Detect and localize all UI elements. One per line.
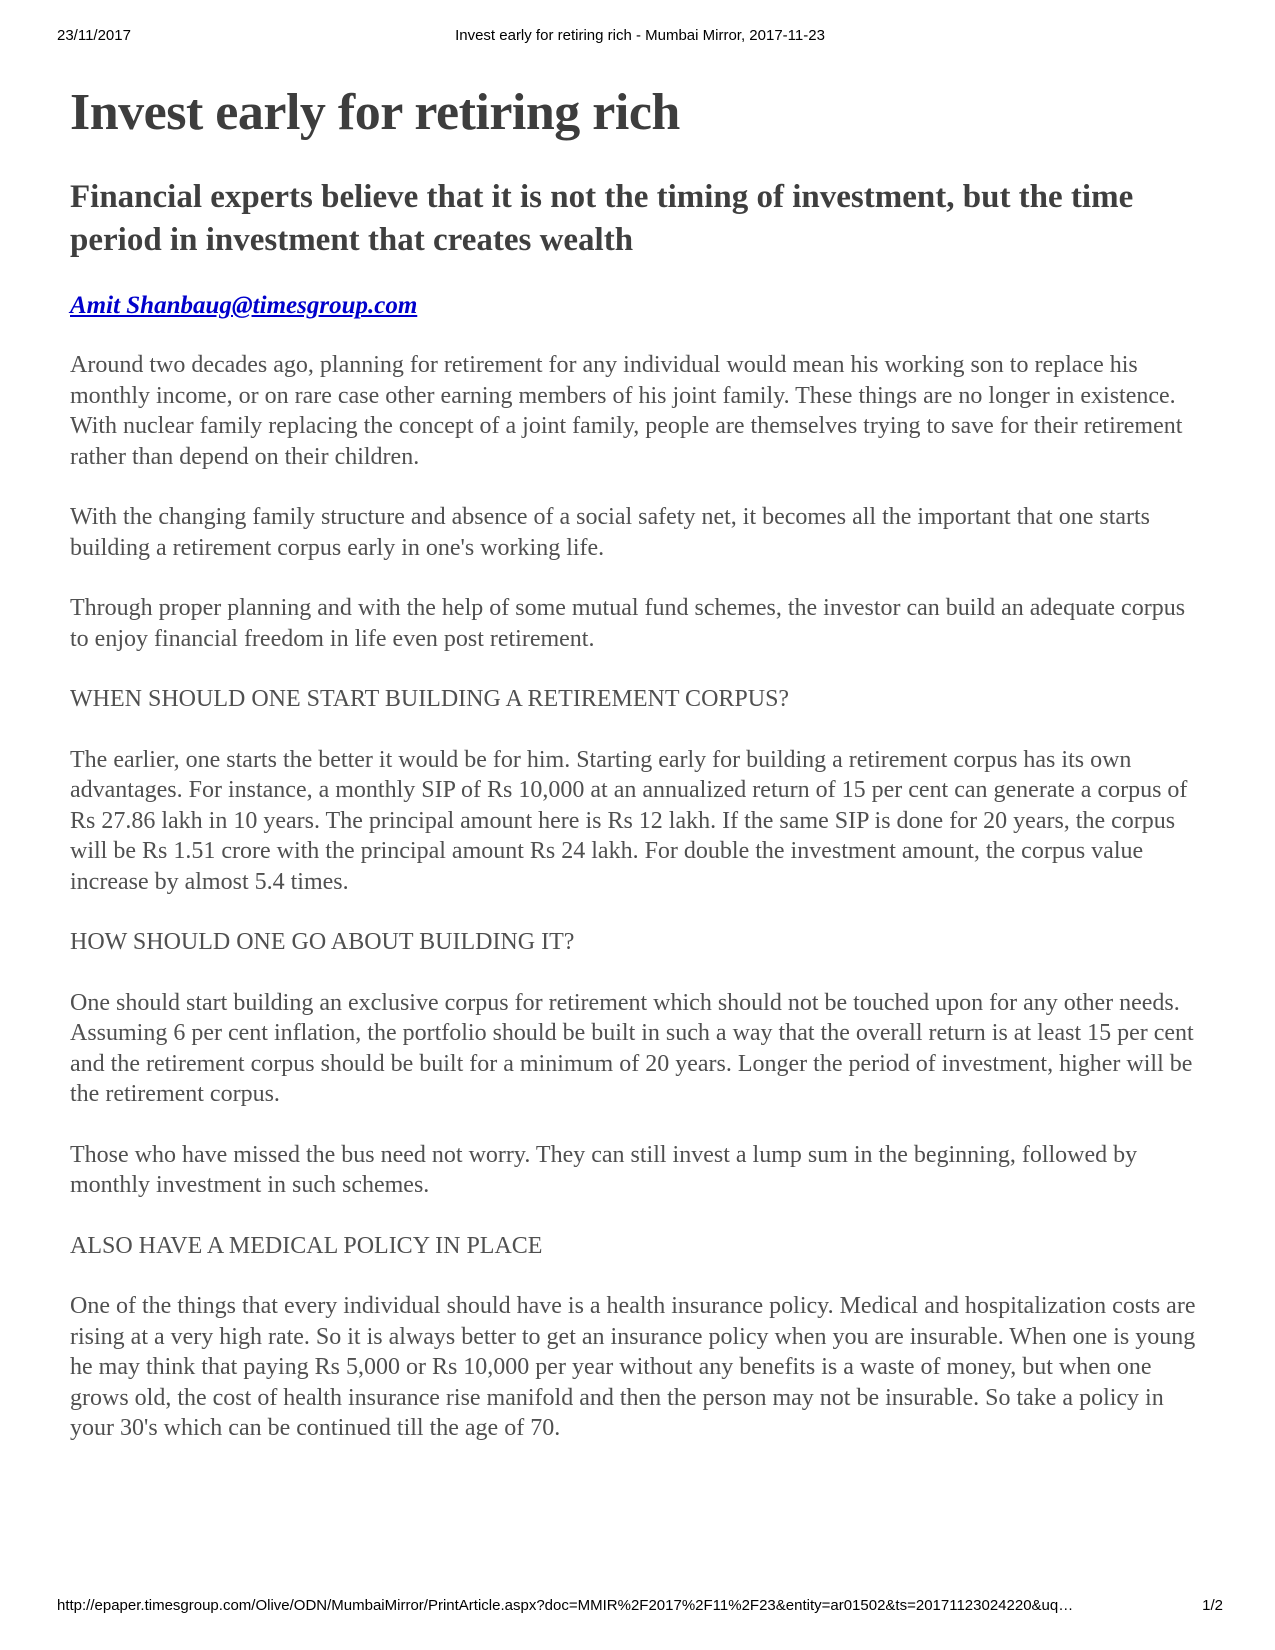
article-subtitle: Financial experts believe that it is not the timing of investment, but the time period in investment that creates wealth xyxy=(70,179,1134,258)
author-email-link[interactable]: Amit Shanbaug@timesgroup.com xyxy=(70,292,418,319)
article-paragraph: One should start building an exclusive corpus for retirement which should not be touched upon for any other needs. Assuming 6 per cent inflation, the portfolio should be built in such a way that the overall return is at least 15 per cent and the retirement corpus should be built for a minimum of 20 years. Longer the period of investment, higher will be the retirement corpus. xyxy=(70,989,1194,1107)
article-paragraph: Those who have missed the bus need not worry. They can still invest a lump sum in the beginning, followed by monthly investment in such schemes. xyxy=(70,1141,1138,1198)
article-paragraph: With the changing family structure and absence of a social safety net, it becomes all the important that one starts building a retirement corpus early in one's working life. xyxy=(70,504,1151,561)
article xyxy=(70,78,1205,1444)
section-heading: ALSO HAVE A MEDICAL POLICY IN PLACE xyxy=(70,1232,543,1259)
section-heading: HOW SHOULD ONE GO ABOUT BUILDING IT? xyxy=(70,929,575,955)
print-header xyxy=(57,27,1223,47)
print-header-doc-title: Invest early for retiring rich - Mumbai Mirror, 2017-11-23 xyxy=(455,27,825,44)
article-body xyxy=(70,350,1205,1444)
article-paragraph: Around two decades ago, planning for retirement for any individual would mean his working son to replace his monthly income, or on rare case other earning members of his joint family. These things are no longer in existence. With nuclear family replacing the concept of a joint family, people are themselves trying to save for their retirement rather than depend on their children. xyxy=(70,352,1183,470)
article-paragraph: Through proper planning and with the help of some mutual fund schemes, the investor can build an adequate corpus to enjoy financial freedom in life even post retirement. xyxy=(70,595,1186,652)
article-paragraph: The earlier, one starts the better it would be for him. Starting early for building a retirement corpus has its own advantages. For instance, a monthly SIP of Rs 10,000 at an annualized return of 15 per cent can generate a corpus of Rs 27.86 lakh in 10 years. The principal amount here is Rs 12 lakh. If the same SIP is done for 20 years, the corpus will be Rs 1.51 crore with the principal amount Rs 24 lakh. For double the investment amount, the corpus value increase by almost 5.4 times. xyxy=(70,746,1188,895)
print-footer xyxy=(57,1597,1223,1617)
article-paragraph: One of the things that every individual should have is a health insurance policy. Medical and hospitalization costs are rising at a very high rate. So it is always better to get an insurance policy when you are insurable. When one is young he may think that paying Rs 5,000 or Rs 10,000 per year without any benefits is a waste of money, but when one grows old, the cost of health insurance rise manifold and then the person may not be insurable. So take a policy in your 30's which can be continued till the age of 70. xyxy=(70,1293,1196,1441)
article-title: Invest early for retiring rich xyxy=(70,84,680,141)
print-footer-url: http://epaper.timesgroup.com/Olive/ODN/MumbaiMirror/PrintArticle.aspx?doc=MMIR%2F2017%2F11%2F23&entity=ar01502&ts=20171123024220&uq… xyxy=(57,1597,1074,1614)
print-footer-page-indicator: 1/2 xyxy=(1202,1597,1223,1614)
print-header-date: 23/11/2017 xyxy=(57,27,131,44)
section-heading: WHEN SHOULD ONE START BUILDING A RETIREMENT CORPUS? xyxy=(70,686,790,712)
